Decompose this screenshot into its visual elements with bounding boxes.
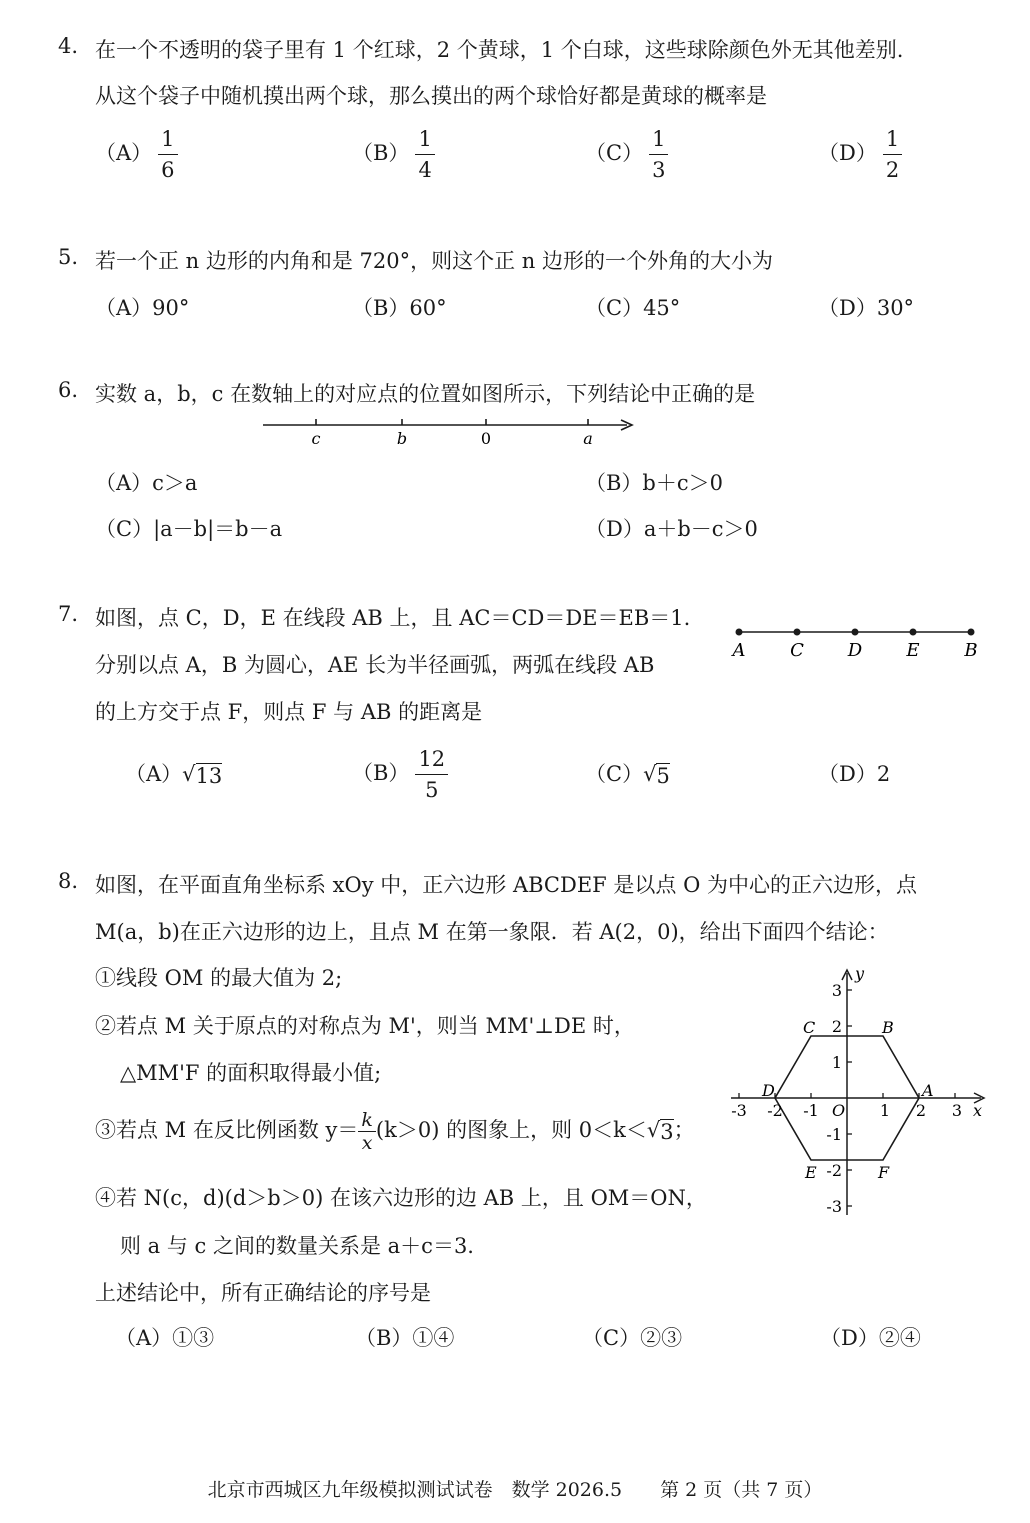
y-tick-label: -3 bbox=[826, 1197, 842, 1216]
q5-stem: 若一个正 n 边形的内角和是 720°，则这个正 n 边形的一个外角的大小为 bbox=[95, 249, 774, 273]
hexagon-coordinate-graph bbox=[725, 963, 995, 1228]
point-label-c: C bbox=[790, 640, 804, 661]
q4-number: 4. bbox=[58, 34, 79, 58]
numerator: 1 bbox=[883, 124, 902, 155]
x-tick-label: 2 bbox=[915, 1101, 927, 1120]
numerator: 1 bbox=[158, 124, 177, 155]
q7-option-c bbox=[585, 758, 670, 788]
vertex-label-e: E bbox=[805, 1163, 817, 1182]
denominator: 6 bbox=[161, 158, 175, 182]
sqrt-sign: √ bbox=[182, 762, 196, 786]
denominator: 2 bbox=[885, 158, 900, 182]
denominator: x bbox=[361, 1132, 373, 1154]
x-tick-label: 1 bbox=[879, 1101, 891, 1120]
q5-option-a: （A）90° bbox=[95, 296, 190, 320]
q7-stem-line1: 如图，点 C，D，E 在线段 AB 上，且 AC＝CD＝DE＝EB＝1. bbox=[95, 606, 691, 630]
y-axis-label: y bbox=[855, 964, 865, 983]
numerator: 1 bbox=[649, 124, 668, 155]
q6-option-a: （A）c＞a bbox=[95, 471, 198, 495]
fraction bbox=[415, 124, 434, 185]
sqrt-sign: √ bbox=[643, 762, 657, 786]
option-label: （D） bbox=[818, 141, 877, 165]
axis-label-b: b bbox=[396, 429, 408, 448]
q5-option-b: （B）60° bbox=[352, 296, 447, 320]
q8-option-d: （D）②④ bbox=[820, 1326, 921, 1350]
option-label: （C） bbox=[585, 141, 644, 165]
q4-option-d bbox=[818, 124, 902, 185]
option-label: （B） bbox=[352, 761, 410, 785]
statement-3-suffix: ； bbox=[673, 1118, 695, 1142]
page-footer: 北京市西城区九年级模拟测试试卷 数学 2026.5 第 2 页（共 7 页） bbox=[207, 1479, 823, 1501]
x-tick-label: -3 bbox=[731, 1101, 747, 1120]
q8-option-b: （B）①④ bbox=[355, 1326, 455, 1350]
q8-stem-line1: 如图，在平面直角坐标系 xOy 中，正六边形 ABCDEF 是以点 O 为中心的正六边形，点 bbox=[95, 873, 917, 897]
q5-option-c: （C）45° bbox=[585, 296, 681, 320]
q6-option-b: （B）b＋c＞0 bbox=[585, 471, 723, 495]
vertex-label-f: F bbox=[878, 1163, 890, 1182]
x-tick-label: -1 bbox=[803, 1101, 819, 1120]
q5-number: 5. bbox=[58, 245, 79, 269]
radicand: 3 bbox=[660, 1120, 674, 1144]
axis-label-c: c bbox=[311, 429, 321, 448]
q8-statement-1: ①线段 OM 的最大值为 2; bbox=[95, 966, 343, 990]
y-tick-label: 2 bbox=[831, 1017, 842, 1036]
y-tick-label: -2 bbox=[826, 1161, 842, 1180]
number-line-figure bbox=[255, 410, 645, 452]
sqrt-sign: √ bbox=[646, 1118, 661, 1142]
vertex-label-c: C bbox=[803, 1018, 816, 1037]
x-tick-label: -2 bbox=[767, 1101, 783, 1120]
q7-stem-line3: 的上方交于点 F，则点 F 与 AB 的距离是 bbox=[95, 700, 483, 724]
fraction-k-over-x bbox=[358, 1109, 376, 1154]
statement-3-middle: (k＞0) 的图象上，则 0＜k＜ bbox=[375, 1118, 647, 1142]
x-axis-label: x bbox=[973, 1101, 983, 1120]
vertex-label-d: D bbox=[762, 1081, 775, 1100]
q5-option-d: （D）30° bbox=[818, 296, 915, 320]
option-label: （A） bbox=[125, 762, 183, 786]
segment-figure bbox=[725, 620, 990, 665]
option-label: （A） bbox=[95, 141, 153, 165]
axis-label-zero: 0 bbox=[480, 429, 492, 448]
q8-statement-2b: △MM'F 的面积取得最小值; bbox=[120, 1061, 382, 1085]
radicand: 5 bbox=[656, 764, 670, 788]
q4-option-b bbox=[352, 124, 435, 185]
q4-option-c bbox=[585, 124, 668, 185]
radicand: 13 bbox=[195, 764, 223, 788]
q6-number: 6. bbox=[58, 378, 79, 402]
q7-option-d: （D）2 bbox=[818, 762, 891, 786]
denominator: 4 bbox=[418, 158, 432, 182]
q7-stem-line2: 分别以点 A，B 为圆心，AE 长为半径画弧，两弧在线段 AB bbox=[95, 653, 655, 677]
q8-number: 8. bbox=[58, 869, 79, 893]
point-label-d: D bbox=[847, 640, 863, 661]
denominator: 5 bbox=[425, 778, 439, 802]
fraction bbox=[883, 124, 902, 185]
q8-option-a: （A）①③ bbox=[115, 1326, 215, 1350]
q7-number: 7. bbox=[58, 602, 79, 626]
point-label-e: E bbox=[906, 640, 920, 661]
origin-label: O bbox=[832, 1101, 846, 1120]
q6-option-d: （D）a＋b－c＞0 bbox=[585, 517, 758, 541]
q7-option-b bbox=[352, 744, 448, 805]
axis-label-a: a bbox=[583, 429, 593, 448]
x-tick-label: 3 bbox=[951, 1101, 963, 1120]
q8-option-c: （C）②③ bbox=[582, 1326, 683, 1350]
q8-statement-2a: ②若点 M 关于原点的对称点为 M'，则当 MM'⊥DE 时， bbox=[95, 1014, 635, 1038]
q4-stem-line1: 在一个不透明的袋子里有 1 个红球，2 个黄球，1 个白球，这些球除颜色外无其他差别. bbox=[95, 38, 904, 62]
numerator: 1 bbox=[415, 124, 434, 155]
vertex-label-b: B bbox=[882, 1018, 894, 1037]
q8-statement-4b: 则 a 与 c 之间的数量关系是 a＋c＝3. bbox=[120, 1234, 474, 1258]
fraction bbox=[415, 744, 448, 805]
q4-option-a bbox=[95, 124, 178, 185]
option-label: （C） bbox=[585, 762, 644, 786]
y-tick-label: 3 bbox=[831, 981, 842, 1000]
q6-stem: 实数 a，b，c 在数轴上的对应点的位置如图所示，下列结论中正确的是 bbox=[95, 382, 756, 406]
fraction bbox=[158, 124, 177, 185]
y-tick-label: -1 bbox=[826, 1125, 842, 1144]
numerator: k bbox=[358, 1109, 376, 1132]
denominator: 3 bbox=[652, 158, 666, 182]
fraction bbox=[649, 124, 668, 185]
q8-statement-3 bbox=[95, 1109, 695, 1154]
q6-option-c: （C）|a－b|＝b－a bbox=[95, 517, 283, 541]
y-tick-label: 1 bbox=[831, 1053, 842, 1072]
point-label-b: B bbox=[964, 640, 978, 661]
vertex-label-a: A bbox=[922, 1081, 934, 1100]
statement-3-prefix: ③若点 M 在反比例函数 y＝ bbox=[95, 1118, 359, 1142]
q8-statement-4a: ④若 N(c，d)(d＞b＞0) 在该六边形的边 AB 上，且 OM＝ON， bbox=[95, 1186, 707, 1210]
q7-option-a bbox=[125, 758, 222, 788]
q4-stem-line2: 从这个袋子中随机摸出两个球，那么摸出的两个球恰好都是黄球的概率是 bbox=[95, 84, 767, 108]
q8-prompt: 上述结论中，所有正确结论的序号是 bbox=[95, 1281, 431, 1305]
q8-stem-line2: M(a，b)在正六边形的边上，且点 M 在第一象限．若 A(2，0)，给出下面四个结论： bbox=[95, 920, 889, 944]
numerator: 12 bbox=[415, 744, 448, 775]
option-label: （B） bbox=[352, 141, 410, 165]
point-label-a: A bbox=[732, 640, 746, 661]
